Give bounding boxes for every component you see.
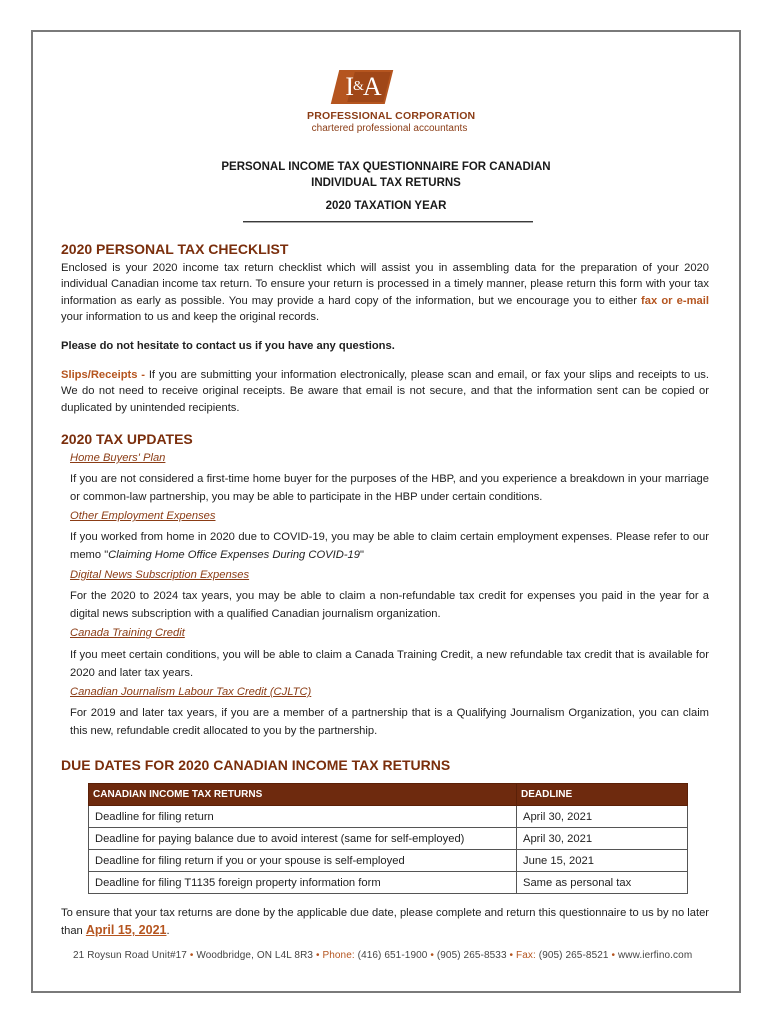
slips-receipts-note: Slips/Receipts - If you are submitting your information electronically, please scan and email, or fax your slips and receipts to us. We do not need to receive original receipts. Be aware that email is not secure, and that the information sent can be copied or duplicated by unintended recipients. xyxy=(61,369,710,414)
logo-mark: I&A xyxy=(345,72,381,101)
due-dates-heading: DUE DATES FOR 2020 CANADIAN INCOME TAX RETURNS xyxy=(61,757,451,773)
row-description: Deadline for filing T1135 foreign property information form xyxy=(89,872,517,894)
footer-city: Woodbridge, ON L4L 8R3 xyxy=(196,950,314,961)
row-deadline: Same as personal tax xyxy=(517,872,688,894)
updates-heading: 2020 TAX UPDATES xyxy=(61,431,193,447)
row-deadline: June 15, 2021 xyxy=(517,850,688,872)
contact-footer: 21 Roysun Road Unit#17 • Woodbridge, ON L4L 8R3 • Phone: (416) 651-1900 • (905) 265-8533 • Fax: (905) 265-8521 • www.ierfino.com xyxy=(73,950,693,961)
table-header-row xyxy=(89,784,688,806)
logo-tagline: chartered professional accountants xyxy=(311,123,468,134)
row-description: Deadline for filing return xyxy=(89,806,517,828)
memo-reference: Claiming Home Office Expenses During COVID-19 xyxy=(108,548,360,561)
update-title-cjltc[interactable]: Canadian Journalism Labour Tax Credit (CJLTC) xyxy=(70,686,312,698)
fax-label: Fax: xyxy=(516,950,536,961)
document-title-line1: PERSONAL INCOME TAX QUESTIONNAIRE FOR CANADIAN xyxy=(221,161,551,173)
row-deadline: April 30, 2021 xyxy=(517,806,688,828)
slips-label: Slips/Receipts - xyxy=(61,369,146,381)
phone-number-1[interactable]: (416) 651-1900 xyxy=(357,950,428,961)
closing-note: To ensure that your tax returns are done by the applicable due date, please complete and return this questionnaire to us by no later than April 15, 2021. xyxy=(61,907,710,937)
table-row xyxy=(89,806,688,828)
document-title-line2: INDIVIDUAL TAX RETURNS xyxy=(311,177,461,189)
column-header-returns: CANADIAN INCOME TAX RETURNS xyxy=(89,784,517,806)
table-row xyxy=(89,828,688,850)
update-text-employment-expenses: If you worked from home in 2020 due to COVID-19, you may be able to claim certain employment expenses. Please refer to our memo "Claiming Home Office Expenses During COVID-19" xyxy=(70,531,709,561)
footer-address: 21 Roysun Road Unit#17 xyxy=(73,950,187,961)
taxation-year: 2020 TAXATION YEAR xyxy=(325,200,447,212)
fax-email-emphasis: fax or e-mail xyxy=(641,294,709,307)
update-text-cjltc: For 2019 and later tax years, if you are a member of a partnership that is a Qualifying Journalism Organization, you can claim this new, refundable credit allocated to you by the partnership. xyxy=(70,707,709,737)
update-text-home-buyers: If you are not considered a first-time home buyer for the purposes of the HBP, and you experience a breakdown in your marriage or common-law partnership, you may be able to participate in the HBP under certain conditions. xyxy=(70,473,709,503)
column-header-deadline: DEADLINE xyxy=(517,784,688,806)
update-title-digital-news[interactable]: Digital News Subscription Expenses xyxy=(70,569,250,581)
update-title-employment-expenses[interactable]: Other Employment Expenses xyxy=(70,510,216,522)
update-title-home-buyers[interactable]: Home Buyers' Plan xyxy=(70,452,166,464)
table-row xyxy=(89,872,688,894)
table-row xyxy=(89,850,688,872)
update-title-training-credit[interactable]: Canada Training Credit xyxy=(70,627,185,639)
return-by-date: April 15, 2021 xyxy=(85,923,167,937)
row-deadline: April 30, 2021 xyxy=(517,828,688,850)
fax-number: (905) 265-8521 xyxy=(538,950,609,961)
title-divider xyxy=(243,221,533,223)
due-dates-table xyxy=(88,783,688,894)
update-text-digital-news: For the 2020 to 2024 tax years, you may be able to claim a non-refundable tax credit for expenses you paid in the year for a digital news subscription with a qualified Canadian journalism organization. xyxy=(70,590,709,620)
update-text-training-credit: If you meet certain conditions, you will be able to claim a Canada Training Credit, a new refundable tax credit that is available for 2020 and later tax years. xyxy=(70,649,709,679)
contact-note: Please do not hesitate to contact us if you have any questions. xyxy=(61,340,395,352)
row-description: Deadline for paying balance due to avoid interest (same for self-employed) xyxy=(89,828,517,850)
phone-label: Phone: xyxy=(322,950,355,961)
checklist-intro: Enclosed is your 2020 income tax return checklist which will assist you in assembling data for the preparation of your 2020 individual Canadian income tax return. To ensure your return is processed in a timely manner, please return this form with your tax information as early as possible. You may provide a hard copy of the information, but we encourage you to either fax or e-mail your information to us and keep the original records. xyxy=(61,262,709,324)
company-logo xyxy=(307,68,507,138)
row-description: Deadline for filing return if you or your spouse is self-employed xyxy=(89,850,517,872)
website-link[interactable]: www.ierfino.com xyxy=(617,950,693,961)
logo-corporation: PROFESSIONAL CORPORATION xyxy=(307,110,476,122)
checklist-heading: 2020 PERSONAL TAX CHECKLIST xyxy=(61,241,289,257)
phone-number-2[interactable]: (905) 265-8533 xyxy=(436,950,507,961)
document-page xyxy=(31,30,741,993)
